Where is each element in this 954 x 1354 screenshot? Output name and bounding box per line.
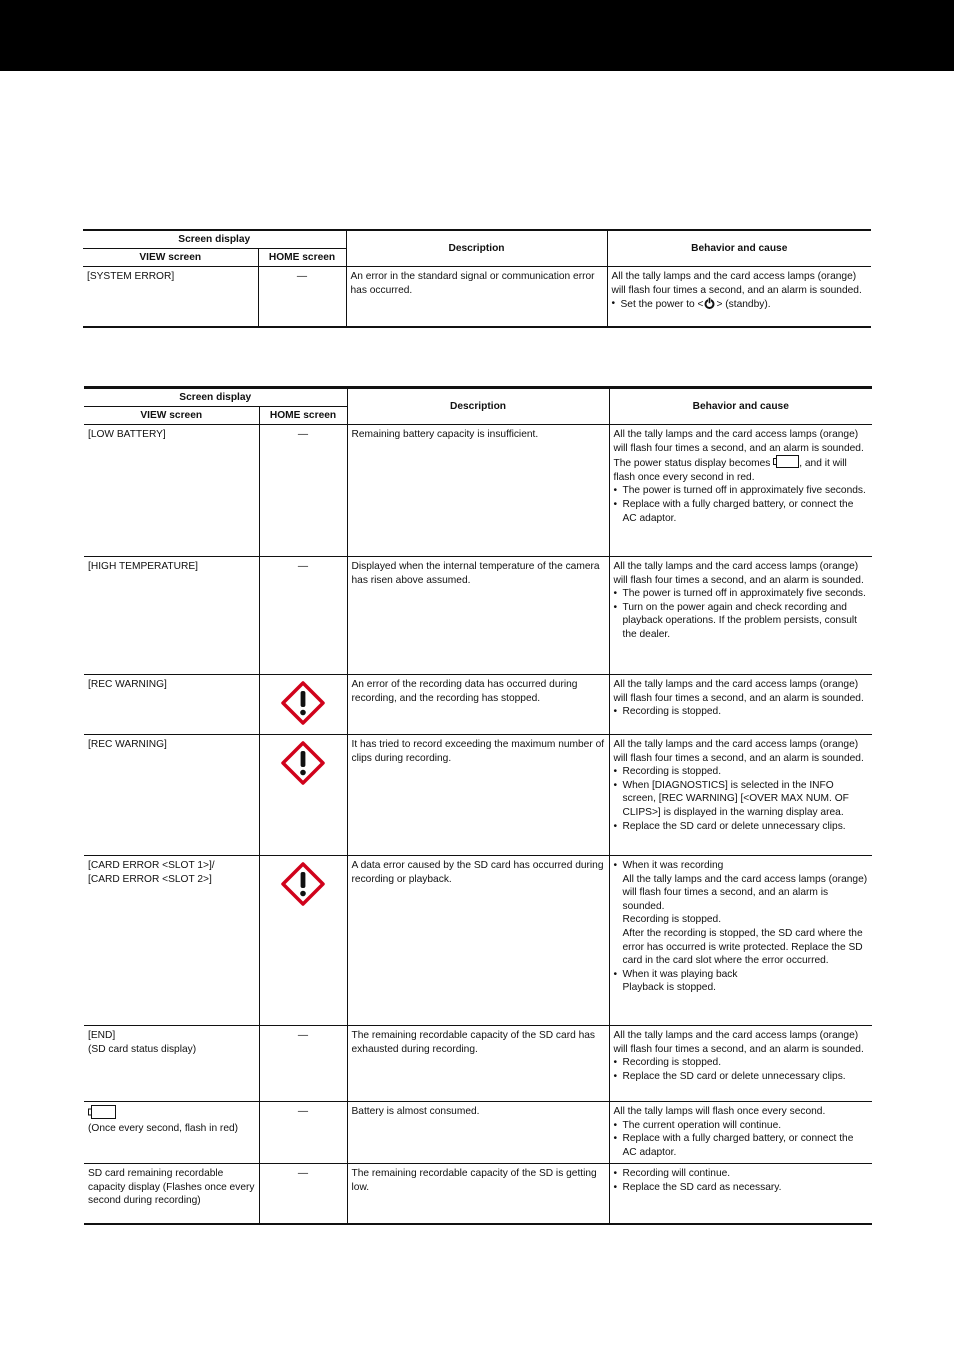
table-row xyxy=(83,267,871,327)
system-error-table xyxy=(83,229,871,328)
behavior-header: Behavior and cause xyxy=(609,388,872,425)
description-cell: An error of the recording data has occurred during recording, and the recording has stopped. xyxy=(347,675,609,735)
behavior-cell: • When it was recording All the tally lamps and the card access lamps (orange) will flash four times a second, and an alarm is sounded. Recording is stopped. After the recording is stopped, the SD card where the error has occurred is write protected. Replace the SD card in the card slot where the error occurred. • When it was playing back Playback is stopped. xyxy=(609,856,872,1026)
description-cell: The remaining recordable capacity of the SD card has exhausted during recording. xyxy=(347,1026,609,1102)
bullet-item: • When it was playing back xyxy=(614,968,869,982)
description-cell: Displayed when the internal temperature of the camera has risen above assumed. xyxy=(347,557,609,675)
bullet-item: • When it was recording xyxy=(614,859,869,873)
bullet-item: • The current operation will continue. xyxy=(614,1119,869,1133)
view-cell: [LOW BATTERY] xyxy=(84,425,259,557)
home-cell: — xyxy=(258,267,346,327)
description-cell: Remaining battery capacity is insufficient. xyxy=(347,425,609,557)
description-cell: The remaining recordable capacity of the SD is getting low. xyxy=(347,1164,609,1224)
description-header: Description xyxy=(346,230,607,267)
description-cell: Battery is almost consumed. xyxy=(347,1102,609,1164)
bullet-item: • Replace the SD card or delete unnecessary clips. xyxy=(614,820,869,834)
behavior-cell: All the tally lamps and the card access lamps (orange) will flash four times a second, and an alarm is sounded. • The power is turned off in approximately five seconds. • Turn on the power again and check recording and playback operations. If the problem persists, consult the dealer. xyxy=(609,557,872,675)
bullet-item: • Replace with a fully charged battery, or connect the AC adaptor. xyxy=(614,498,869,525)
battery-empty-icon xyxy=(773,455,799,468)
home-cell xyxy=(259,856,347,1026)
table-row xyxy=(84,1102,872,1164)
bullet-item: • Recording will continue. xyxy=(614,1167,869,1181)
table-row xyxy=(84,856,872,1026)
behavior-cell: All the tally lamps will flash once every second. • The current operation will continue. • Replace with a fully charged battery, or connect the AC adaptor. xyxy=(609,1102,872,1164)
bullet-item: • When [DIAGNOSTICS] is selected in the INFO screen, [REC WARNING] [<OVER MAX NUM. OF CLIPS>] is displayed in the warning display area. xyxy=(614,779,869,820)
behavior-cell: All the tally lamps and the card access lamps (orange) will flash four times a second, and an alarm is sounded. • Set the power to < > (standby). xyxy=(607,267,871,327)
behavior-text: The power status display becomes , and it will flash once every second in red. xyxy=(614,455,869,484)
description-cell: A data error caused by the SD card has occurred during recording or playback. xyxy=(347,856,609,1026)
screen-display-header: Screen display xyxy=(83,230,346,249)
bullet-item: • Set the power to < > (standby). xyxy=(612,297,868,312)
behavior-cell xyxy=(609,1164,872,1224)
warning-table xyxy=(84,386,872,1225)
view-cell: SD card remaining recordable capacity display (Flashes once every second during recording) xyxy=(84,1164,259,1224)
screen-display-header: Screen display xyxy=(84,388,347,407)
behavior-header: Behavior and cause xyxy=(607,230,871,267)
behavior-cell: All the tally lamps and the card access lamps (orange) will flash four times a second, and an alarm is sounded. • Recording is stopped. xyxy=(609,675,872,735)
home-cell: — xyxy=(259,1026,347,1102)
view-cell: [SYSTEM ERROR] xyxy=(83,267,258,327)
view-cell: [HIGH TEMPERATURE] xyxy=(84,557,259,675)
view-cell: (Once every second, flash in red) xyxy=(84,1102,259,1164)
home-cell: — xyxy=(259,557,347,675)
bullet-item: • Turn on the power again and check recording and playback operations. If the problem persists, consult the dealer. xyxy=(614,601,869,642)
view-cell: [CARD ERROR <SLOT 1>]/ [CARD ERROR <SLOT 2>] xyxy=(84,856,259,1026)
behavior-cell: All the tally lamps and the card access lamps (orange) will flash four times a second, and an alarm is sounded. The power status display becomes , and it will flash once every second in red. • The power is turned off in approximately five seconds. • Replace with a fully charged battery, or connect the AC adaptor. xyxy=(609,425,872,557)
description-cell: It has tried to record exceeding the maximum number of clips during recording. xyxy=(347,735,609,856)
description-header: Description xyxy=(347,388,609,425)
warning-triangle-icon xyxy=(281,862,325,906)
home-screen-header: HOME screen xyxy=(259,407,347,425)
bullet-item: • Replace the SD card or delete unnecessary clips. xyxy=(614,1070,869,1084)
bullet-item: • The power is turned off in approximately five seconds. xyxy=(614,587,869,601)
home-cell xyxy=(259,735,347,856)
bullet-item: • Recording is stopped. xyxy=(614,765,869,779)
home-cell: — xyxy=(259,1102,347,1164)
bullet-item: • The power is turned off in approximately five seconds. xyxy=(614,484,869,498)
warning-triangle-icon xyxy=(281,681,325,725)
behavior-cell: All the tally lamps and the card access lamps (orange) will flash four times a second, and an alarm is sounded. • Recording is stopped. • Replace the SD card or delete unnecessary clips. xyxy=(609,1026,872,1102)
description-cell: An error in the standard signal or communication error has occurred. xyxy=(346,267,607,327)
view-cell: [REC WARNING] xyxy=(84,735,259,856)
home-cell: — xyxy=(259,1164,347,1224)
table-row xyxy=(84,557,872,675)
view-cell: [REC WARNING] xyxy=(84,675,259,735)
behavior-cell: All the tally lamps and the card access lamps (orange) will flash four times a second, and an alarm is sounded. • Recording is stopped. • When [DIAGNOSTICS] is selected in the INFO screen, [REC WARNING] [<OVER MAX NUM. OF CLIPS>] is displayed in the warning display area. • Replace the SD card or delete unnecessary clips. xyxy=(609,735,872,856)
home-cell xyxy=(259,675,347,735)
view-screen-header: VIEW screen xyxy=(83,249,258,267)
table-row xyxy=(84,1026,872,1102)
bullet-item: • Recording is stopped. xyxy=(614,1056,869,1070)
table-row xyxy=(84,675,872,735)
warning-triangle-icon xyxy=(281,741,325,785)
home-screen-header: HOME screen xyxy=(258,249,346,267)
view-screen-header: VIEW screen xyxy=(84,407,259,425)
bullet-item: • Replace with a fully charged battery, or connect the AC adaptor. xyxy=(614,1132,869,1159)
bullet-item: • Replace the SD card as necessary. xyxy=(614,1181,869,1195)
view-cell: [END] (SD card status display) xyxy=(84,1026,259,1102)
top-black-bar xyxy=(0,0,954,71)
table-row xyxy=(84,425,872,557)
power-standby-icon xyxy=(703,297,716,310)
table-row xyxy=(84,735,872,856)
table-row xyxy=(84,1164,872,1224)
battery-empty-icon xyxy=(88,1105,116,1119)
home-cell: — xyxy=(259,425,347,557)
bullet-item: • Recording is stopped. xyxy=(614,705,869,719)
